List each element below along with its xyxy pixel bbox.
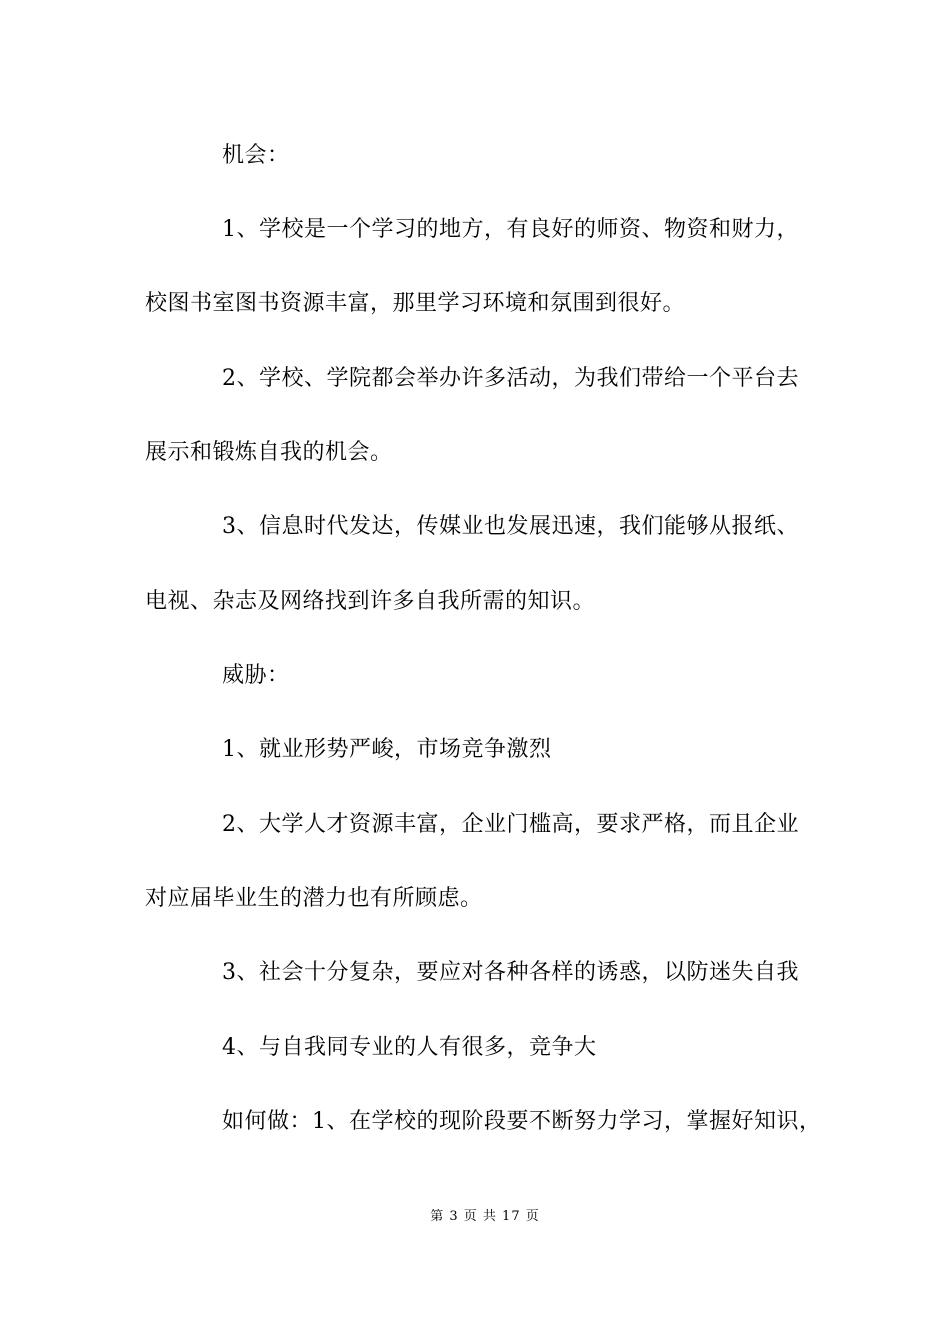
paragraph-line: 3、社会十分复杂，要应对各种各样的诱惑，以防迷失自我	[222, 960, 799, 985]
paragraph-line: 2、学校、学院都会举办许多活动，为我们带给一个平台去	[222, 366, 799, 391]
paragraph-line: 如何做：1、在学校的现阶段要不断努力学习，掌握好知识，	[222, 1109, 822, 1134]
heading-opportunities: 机会：	[222, 143, 290, 168]
paragraph-line: 电视、杂志及网络找到许多自我所需的知识。	[145, 589, 596, 614]
paragraph-line: 校图书室图书资源丰富，那里学习环境和氛围到很好。	[145, 291, 686, 316]
paragraph-line: 展示和锻炼自我的机会。	[145, 440, 393, 465]
paragraph-line: 1、就业形势严峻，市场竞争激烈	[222, 737, 552, 762]
paragraph-line: 4、与自我同专业的人有很多，竞争大	[222, 1035, 597, 1060]
paragraph-line: 3、信息时代发达，传媒业也发展迅速，我们能够从报纸、	[222, 514, 799, 539]
paragraph-line: 对应届毕业生的潜力也有所顾虑。	[145, 886, 483, 911]
paragraph-line: 2、大学人才资源丰富，企业门槛高，要求严格，而且企业	[222, 812, 799, 837]
heading-threats: 威胁：	[222, 663, 290, 688]
paragraph-line: 1、学校是一个学习的地方，有良好的师资、物资和财力，	[222, 217, 799, 242]
page-number-footer: 第 3 页 共 17 页	[430, 1209, 540, 1224]
